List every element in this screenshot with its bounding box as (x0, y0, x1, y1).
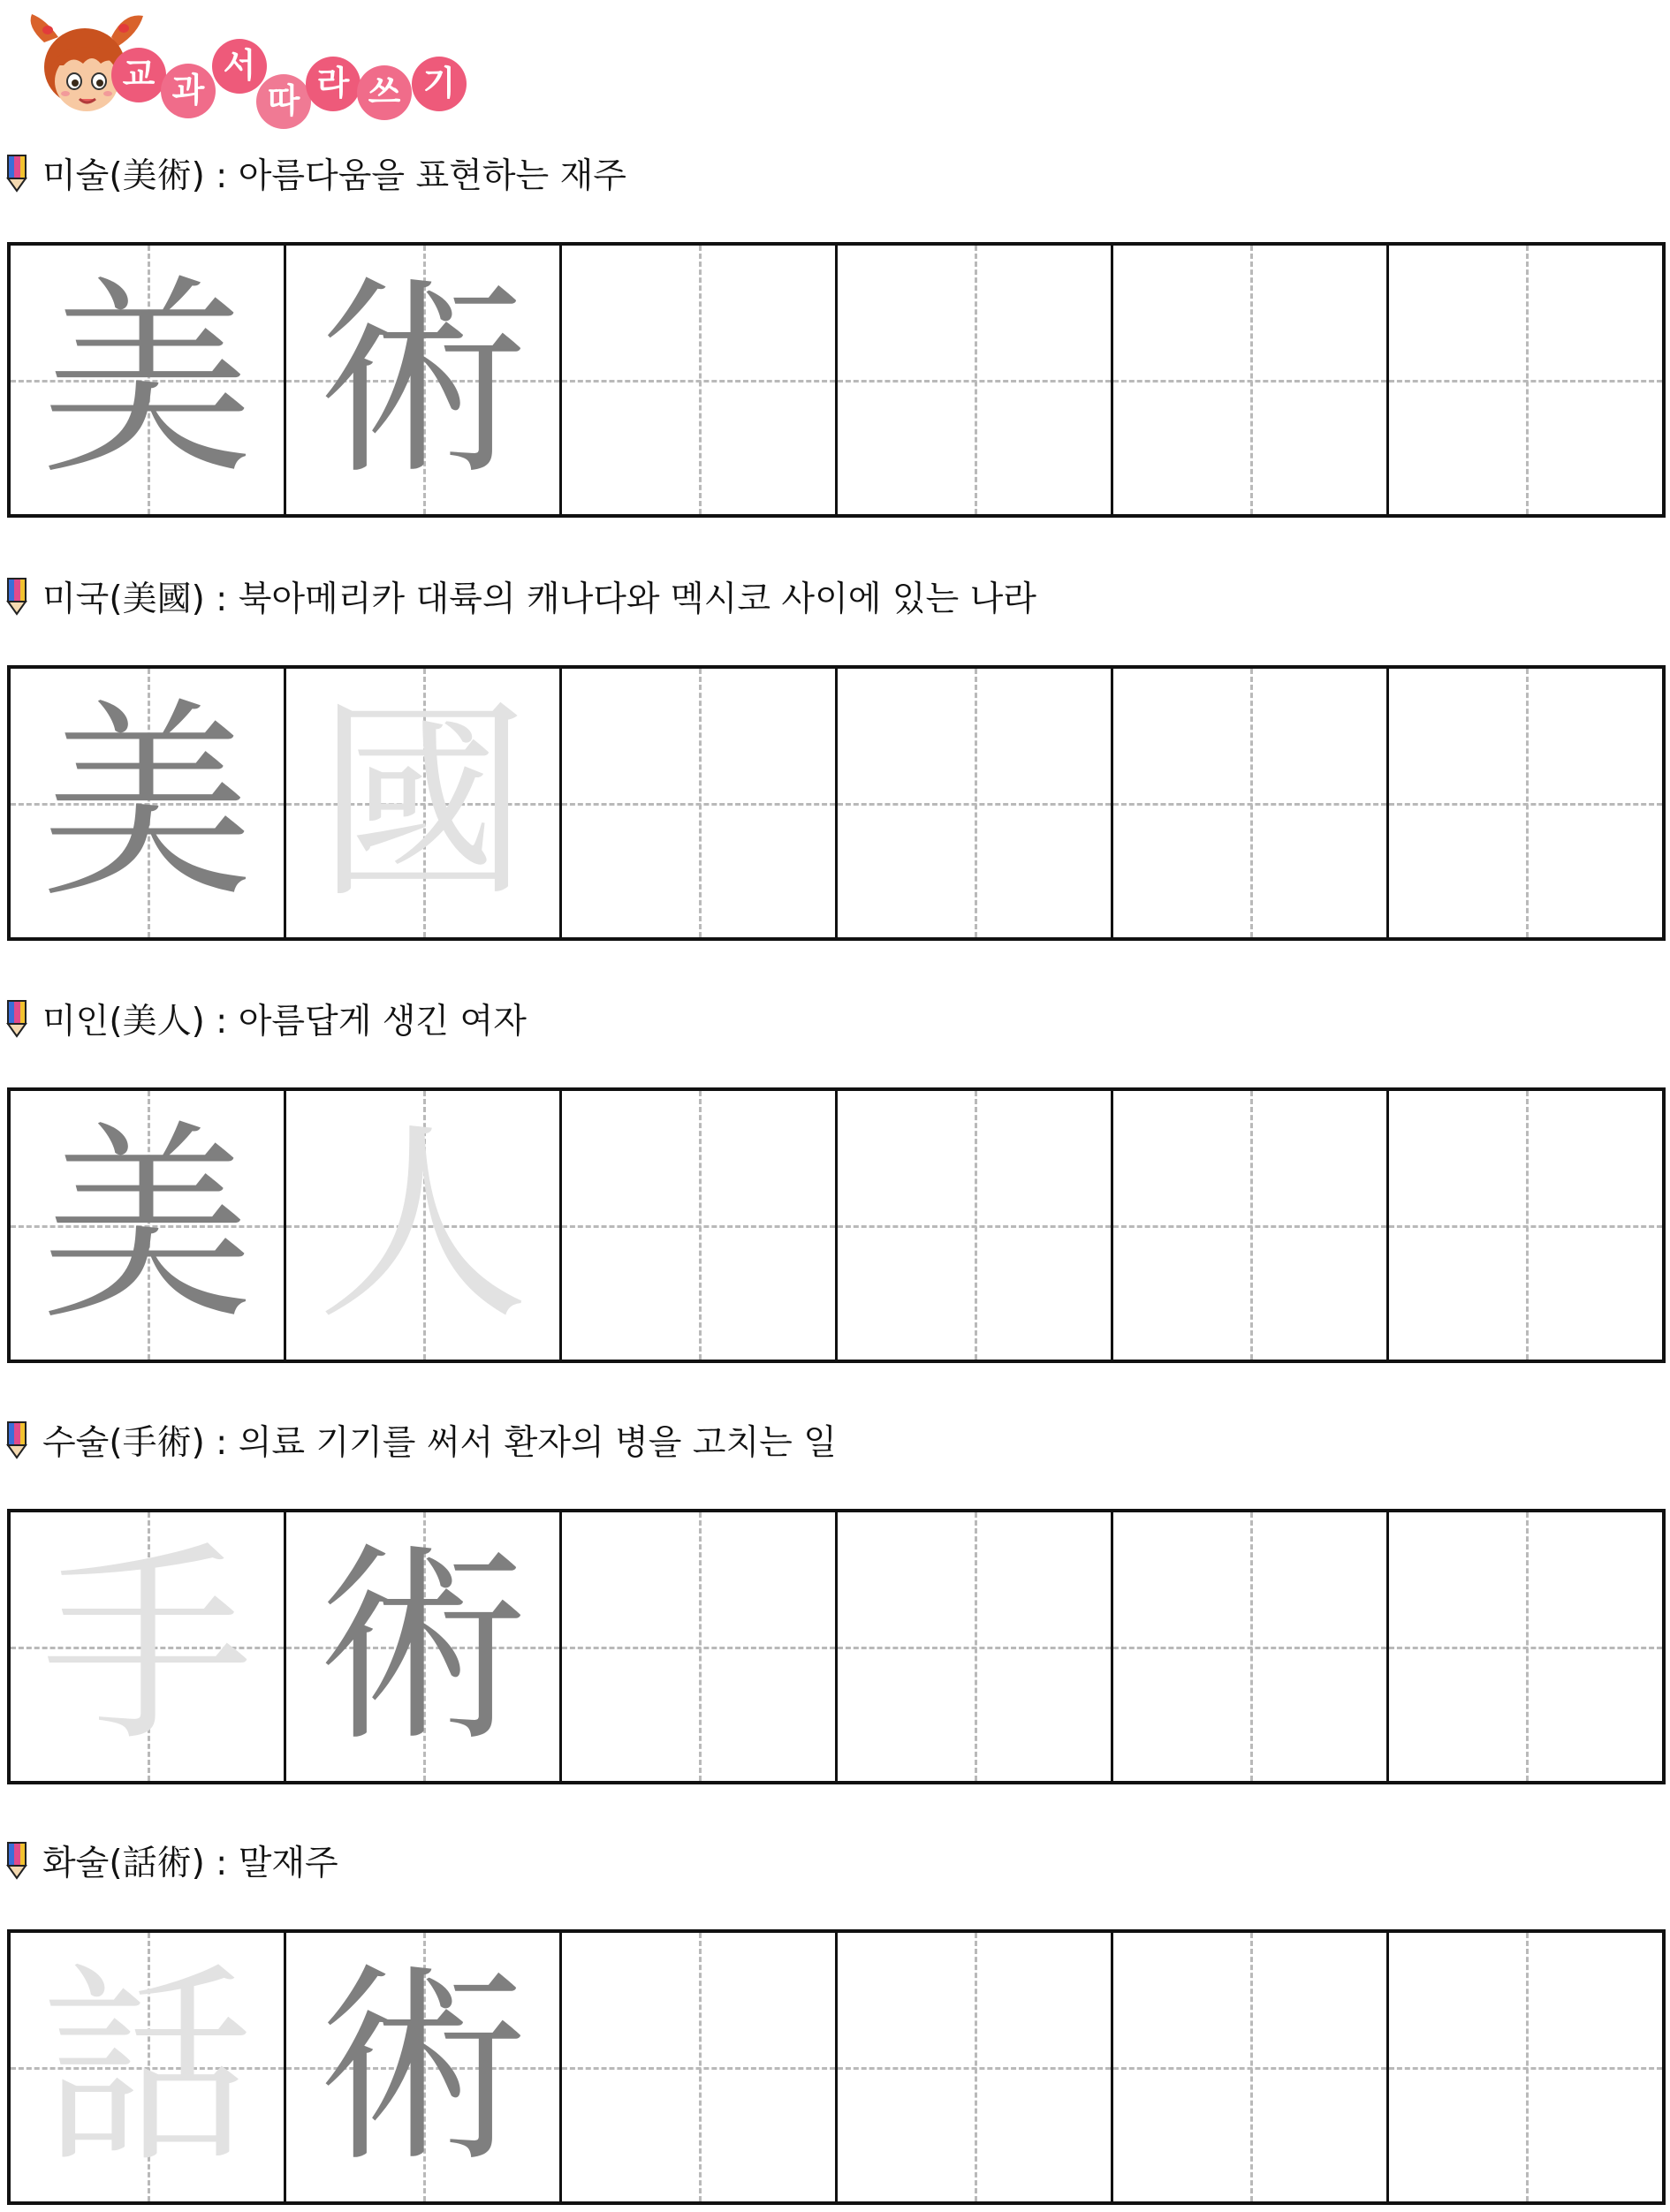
section-label: 수술(手術) : 의료 기기를 써서 환자의 병을 고치는 일 (42, 1423, 837, 1463)
grid-cell[interactable] (1386, 246, 1662, 514)
writing-grid (7, 1929, 1666, 2205)
writing-grid (7, 1087, 1666, 1363)
model-character: 美 (41, 679, 254, 927)
section-heading (5, 147, 626, 200)
logo-letter: 서 (212, 39, 267, 94)
model-character: 術 (316, 1943, 529, 2191)
grid-cell[interactable] (559, 246, 835, 514)
logo-letter: 쓰 (357, 65, 412, 120)
model-character: 術 (316, 1523, 529, 1770)
grid-cell[interactable] (1386, 1512, 1662, 1781)
grid-cell[interactable] (1111, 1933, 1386, 2201)
grid-cell[interactable] (11, 669, 284, 937)
logo-letter: 라 (306, 57, 361, 111)
logo-letter: 과 (161, 64, 216, 118)
model-character: 術 (316, 256, 529, 504)
grid-cell[interactable] (559, 1512, 835, 1781)
grid-cell[interactable] (835, 1933, 1111, 2201)
pencil-icon (5, 1841, 28, 1880)
tracing-character: 話 (41, 1943, 254, 2191)
grid-cell[interactable] (1386, 669, 1662, 937)
tracing-character: 人 (316, 1102, 529, 1349)
section-heading (5, 570, 1036, 623)
grid-cell[interactable] (284, 1933, 559, 2201)
grid-cell[interactable] (559, 1933, 835, 2201)
section-heading (5, 1834, 338, 1887)
grid-cell[interactable] (1111, 669, 1386, 937)
pencil-icon (5, 999, 28, 1038)
grid-cell[interactable] (559, 1091, 835, 1360)
grid-cell[interactable] (11, 1091, 284, 1360)
tracing-character: 國 (316, 679, 529, 927)
section-label: 미술(美術) : 아름다움을 표현하는 재주 (42, 156, 626, 196)
grid-cell[interactable] (559, 669, 835, 937)
grid-cell[interactable] (1386, 1933, 1662, 2201)
grid-cell[interactable] (11, 246, 284, 514)
grid-cell[interactable] (284, 1512, 559, 1781)
logo (25, 7, 484, 126)
pencil-icon (5, 154, 28, 193)
section-heading (5, 992, 527, 1045)
logo-letter: 따 (256, 74, 311, 129)
writing-grid (7, 665, 1666, 941)
section-label: 미인(美人) : 아름답게 생긴 여자 (42, 1002, 527, 1042)
grid-cell[interactable] (835, 246, 1111, 514)
pencil-icon (5, 1420, 28, 1459)
writing-grid (7, 242, 1666, 518)
grid-cell[interactable] (1111, 1512, 1386, 1781)
section-label: 미국(美國) : 북아메리카 대륙의 캐나다와 멕시코 사이에 있는 나라 (42, 580, 1036, 619)
section-heading (5, 1413, 837, 1466)
grid-cell[interactable] (11, 1933, 284, 2201)
grid-cell[interactable] (1386, 1091, 1662, 1360)
grid-cell[interactable] (1111, 246, 1386, 514)
grid-cell[interactable] (284, 1091, 559, 1360)
pencil-icon (5, 577, 28, 616)
model-character: 美 (41, 256, 254, 504)
grid-cell[interactable] (1111, 1091, 1386, 1360)
grid-cell[interactable] (835, 1091, 1111, 1360)
logo-letter: 기 (412, 57, 467, 111)
logo-letter: 교 (111, 48, 166, 102)
grid-cell[interactable] (11, 1512, 284, 1781)
grid-cell[interactable] (835, 1512, 1111, 1781)
section-label: 화술(話術) : 말재주 (42, 1844, 338, 1883)
writing-grid (7, 1509, 1666, 1784)
grid-cell[interactable] (284, 246, 559, 514)
tracing-character: 手 (41, 1523, 254, 1770)
grid-cell[interactable] (284, 669, 559, 937)
model-character: 美 (41, 1102, 254, 1349)
grid-cell[interactable] (835, 669, 1111, 937)
